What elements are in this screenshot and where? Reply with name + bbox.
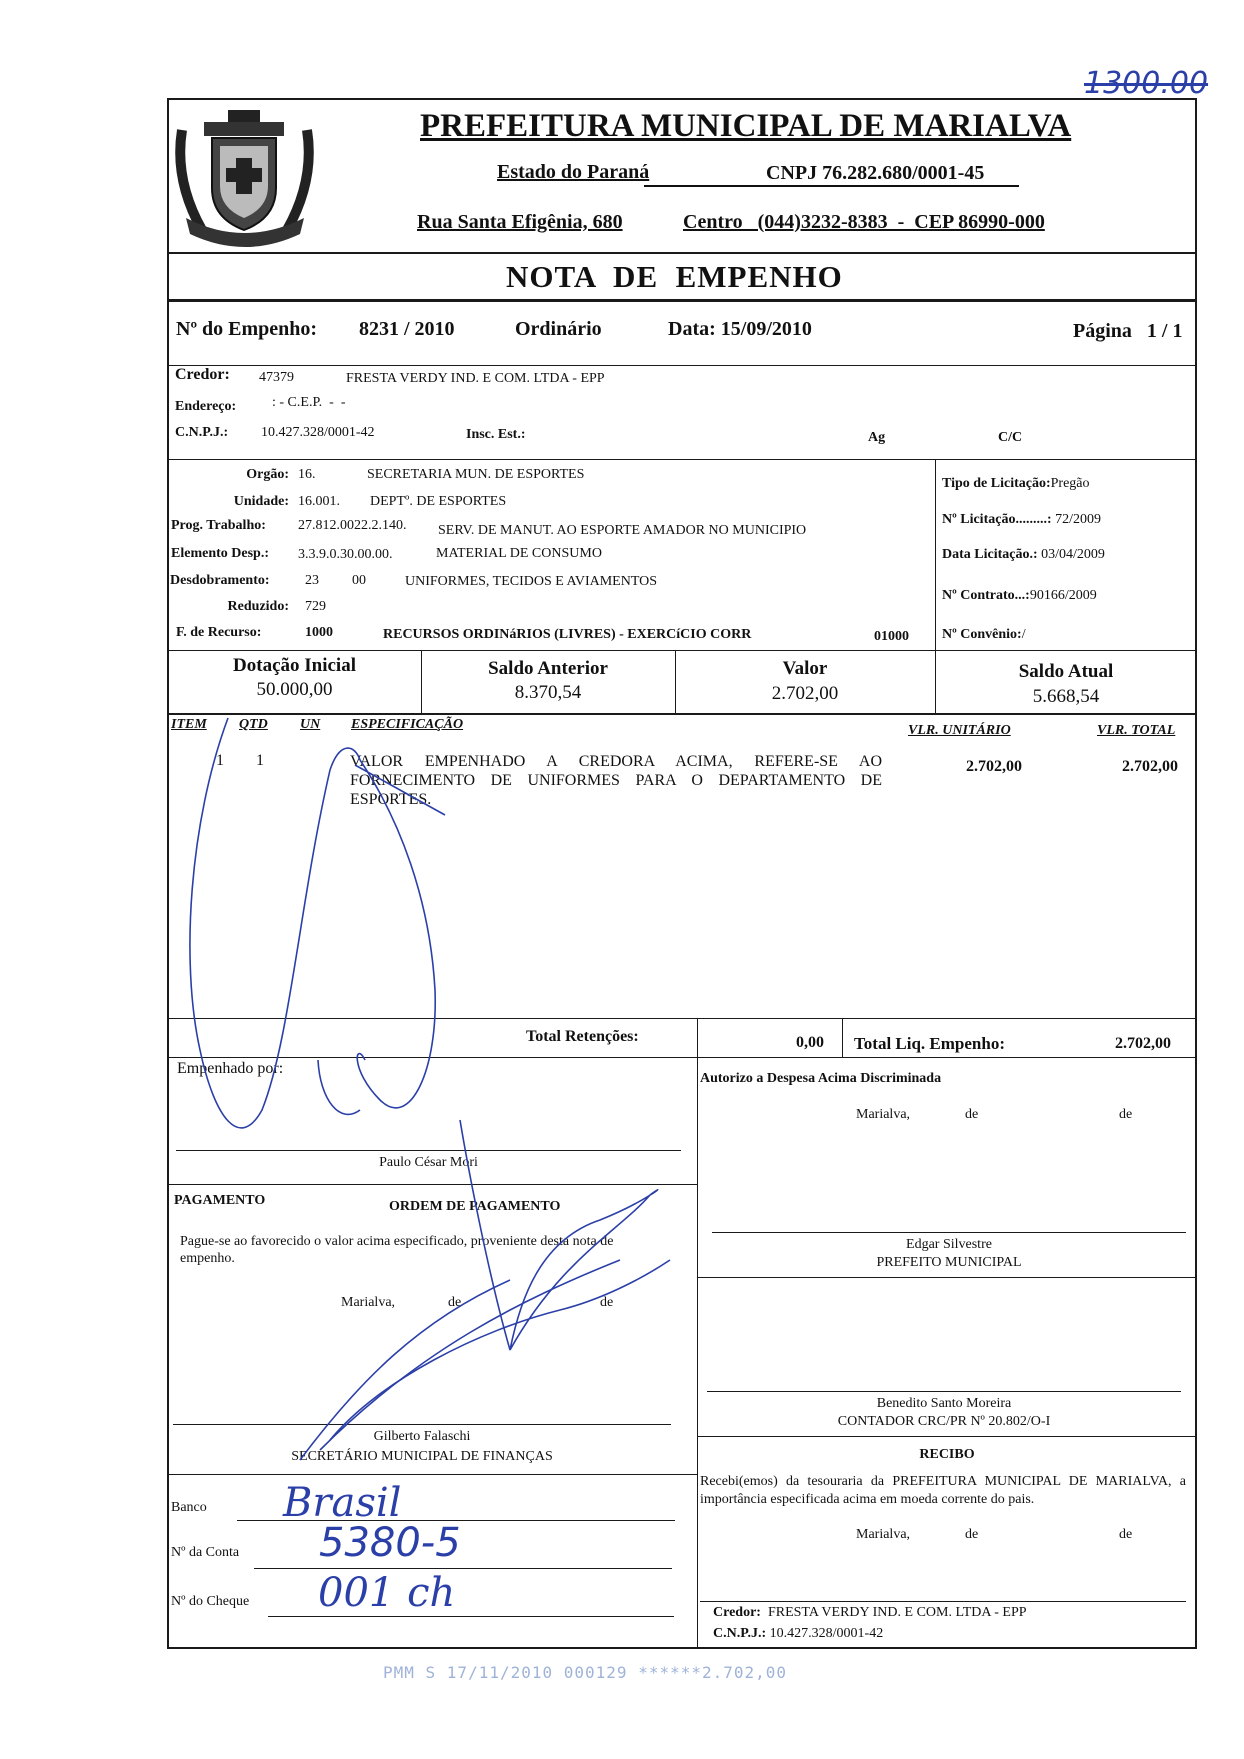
col-total-value: VLR. TOTAL [1097, 723, 1176, 738]
col-un: UN [300, 717, 321, 732]
cnpj-text: CNPJ 76.282.680/0001-45 [766, 162, 985, 184]
empenhado-label: Empenhado por: [177, 1060, 284, 1077]
saldo-anterior-label: Saldo Anterior [488, 658, 608, 679]
valor-value: 2.702,00 [771, 683, 839, 704]
autorizo-city: Marialva, [856, 1107, 911, 1122]
pagamento-de2: de [600, 1295, 614, 1310]
empenho-type: Ordinário [515, 318, 602, 340]
credor-cnpj: 10.427.328/0001-42 [261, 425, 375, 440]
secretario-role: SECRETÁRIO MUNICIPAL DE FINANÇAS [291, 1449, 553, 1464]
prefeito-name: Edgar Silvestre [906, 1237, 992, 1252]
liquido-value: 2.702,00 [1115, 1035, 1171, 1052]
saldo-atual-label: Saldo Atual [1018, 661, 1114, 682]
reduzido-value: 729 [305, 599, 326, 614]
table-row [168, 750, 1196, 830]
recibo-credor [713, 1605, 1027, 1621]
row-unit-value: 2.702,00 [966, 758, 1022, 775]
recibo-text: Recebi(emos) da tesouraria da PREFEITURA MUNICIPAL DE MARIALVA, a importância especificada acima em moeda corrente do pais. [700, 1474, 1186, 1507]
tipo-licitacao-value: Pregão [1050, 476, 1090, 491]
document-title: NOTA DE EMPENHO [506, 259, 843, 294]
empenho-number-label: Nº do Empenho: [176, 318, 318, 340]
numero-convenio-label: Nº Convênio: [942, 627, 1022, 642]
recibo-cnpj [713, 1626, 883, 1642]
recibo-de1: de [965, 1527, 979, 1542]
endereco-label: Endereço: [175, 399, 237, 414]
pagamento-de1: de [448, 1295, 462, 1310]
reduzido-label: Reduzido: [227, 599, 289, 614]
recibo-de2: de [1119, 1527, 1133, 1542]
recibo-cnpj-value: 10.427.328/0001-42 [769, 1626, 884, 1641]
desdobramento-a: 23 [305, 573, 319, 588]
retencoes-label: Total Retenções: [526, 1028, 639, 1045]
numero-contrato-value: 90166/2009 [1029, 588, 1097, 603]
account-label: C/C [998, 430, 1023, 445]
numero-convenio [942, 627, 1026, 643]
recurso-fonte: 01000 [874, 629, 909, 644]
endereco-value: : - C.E.P. - - [272, 395, 346, 410]
conta-handwritten: 5380-5 [319, 1520, 461, 1566]
credor-label: Credor: [175, 366, 230, 383]
recibo-city: Marialva, [856, 1527, 911, 1542]
cnpj-header [644, 161, 1019, 187]
pagamento-city: Marialva, [341, 1295, 396, 1310]
numero-licitacao-label: Nº Licitação.........: [942, 512, 1052, 527]
prefeito-role: PREFEITO MUNICIPAL [876, 1255, 1022, 1270]
empenho-date: Data: 15/09/2010 [668, 318, 812, 340]
autorizo-de2: de [1119, 1107, 1133, 1122]
retencoes-value: 0,00 [796, 1034, 824, 1051]
row-total-value: 2.702,00 [1122, 758, 1178, 775]
saldo-atual-value: 5.668,54 [1032, 686, 1100, 707]
numero-licitacao [942, 512, 1101, 528]
municipal-coat-of-arms [172, 100, 317, 250]
elemento-desc: MATERIAL DE CONSUMO [436, 546, 602, 561]
col-spec: ESPECIFICAÇÃO [351, 717, 464, 732]
prog-trabalho-desc: SERV. DE MANUT. AO ESPORTE AMADOR NO MUNICIPIO [438, 523, 807, 538]
liquido-label: Total Liq. Empenho: [854, 1034, 1005, 1053]
unidade-desc: DEPTº. DE ESPORTES [370, 494, 507, 509]
pagamento-label: PAGAMENTO [174, 1193, 266, 1208]
recibo-title: RECIBO [919, 1447, 975, 1462]
numero-contrato-label: Nº Contrato...: [942, 588, 1030, 603]
orgao-label: Orgão: [246, 467, 289, 482]
desdobramento-label: Desdobramento: [170, 573, 270, 588]
data-licitacao [942, 547, 1105, 563]
credor-code: 47379 [259, 370, 294, 385]
handwritten-top-amount: 1300.00 [1084, 66, 1209, 101]
unidade-code: 16.001. [298, 494, 340, 509]
banco-label: Banco [171, 1500, 207, 1515]
unidade-label: Unidade: [233, 494, 289, 509]
prog-trabalho-code: 27.812.0022.2.140. [298, 518, 407, 533]
prog-trabalho-label: Prog. Trabalho: [171, 518, 266, 533]
payment-stamp: PMM S 17/11/2010 000129 ******2.702,00 [383, 1663, 788, 1682]
recurso-code: 1000 [305, 625, 333, 640]
contador-name: Benedito Santo Moreira [876, 1396, 1012, 1411]
recibo-cnpj-label: C.N.P.J.: [713, 1626, 767, 1641]
page-indicator: Página 1 / 1 [1073, 320, 1183, 342]
insc-est-label: Insc. Est.: [466, 427, 526, 442]
desdobramento-b: 00 [352, 573, 366, 588]
credor-name: FRESTA VERDY IND. E COM. LTDA - EPP [346, 371, 605, 386]
empenhado-signer: Paulo César Mori [379, 1155, 478, 1170]
empenho-number: 8231 / 2010 [359, 318, 455, 340]
conta-label: Nº da Conta [171, 1545, 240, 1560]
col-unit-value: VLR. UNITÁRIO [908, 723, 1011, 738]
pagamento-text: Pague-se ao favorecido o valor acima especificado, proveniente desta nota de empenho. [180, 1234, 614, 1266]
credor-cnpj-label: C.N.P.J.: [175, 425, 229, 440]
municipality-title: PREFEITURA MUNICIPAL DE MARIALVA [420, 108, 1072, 144]
saldo-anterior-value: 8.370,54 [514, 682, 582, 703]
orgao-desc: SECRETARIA MUN. DE ESPORTES [367, 467, 585, 482]
cheque-handwritten: 001 ch [318, 1570, 456, 1616]
tipo-licitacao [942, 476, 1090, 492]
row-item: 1 [216, 752, 224, 769]
col-qtd: QTD [239, 717, 268, 732]
dotacao-inicial-value: 50.000,00 [256, 679, 333, 700]
street-address: Rua Santa Efigênia, 680 [417, 211, 623, 233]
recibo-credor-label: Credor: [713, 1605, 761, 1620]
recurso-label: F. de Recurso: [176, 625, 262, 640]
desdobramento-desc: UNIFORMES, TECIDOS E AVIAMENTOS [405, 574, 658, 589]
valor-label: Valor [782, 658, 828, 679]
contador-role: CONTADOR CRC/PR Nº 20.802/O-I [837, 1414, 1051, 1429]
numero-contrato [942, 588, 1097, 604]
tipo-licitacao-label: Tipo de Licitação: [942, 476, 1051, 491]
elemento-label: Elemento Desp.: [171, 546, 269, 561]
autorizo-de1: de [965, 1107, 979, 1122]
ordem-pagamento-label: ORDEM DE PAGAMENTO [389, 1199, 561, 1214]
numero-licitacao-value: 72/2009 [1055, 512, 1101, 527]
cheque-label: Nº do Cheque [171, 1594, 250, 1609]
row-qtd: 1 [256, 752, 264, 769]
elemento-code: 3.3.9.0.30.00.00. [298, 547, 393, 562]
state-name: Estado do Paraná [497, 161, 650, 183]
banco-handwritten: Brasil [283, 1480, 402, 1526]
data-licitacao-label: Data Licitação.: [942, 547, 1038, 562]
orgao-code: 16. [298, 467, 316, 482]
autorizo-label: Autorizo a Despesa Acima Discriminada [700, 1071, 942, 1086]
address-contact: Centro (044)3232-8383 - CEP 86990-000 [683, 211, 1045, 233]
row-spec: VALOR EMPENHADO A CREDORA ACIMA, REFERE-SE AO FORNECIMENTO DE UNIFORMES PARA O DEPARTAMENTO DE ESPORTES. [350, 753, 882, 808]
data-licitacao-value: 03/04/2009 [1041, 547, 1105, 562]
secretario-name: Gilberto Falaschi [373, 1429, 471, 1444]
numero-convenio-value: / [1021, 627, 1026, 642]
recibo-credor-name: FRESTA VERDY IND. E COM. LTDA - EPP [767, 1605, 1027, 1620]
agency-label: Ag [868, 430, 886, 445]
dotacao-inicial-label: Dotação Inicial [233, 655, 356, 676]
col-item: ITEM [171, 717, 207, 732]
recurso-desc: RECURSOS ORDINáRIOS (LIVRES) - EXERCíCIO CORR [383, 627, 752, 642]
